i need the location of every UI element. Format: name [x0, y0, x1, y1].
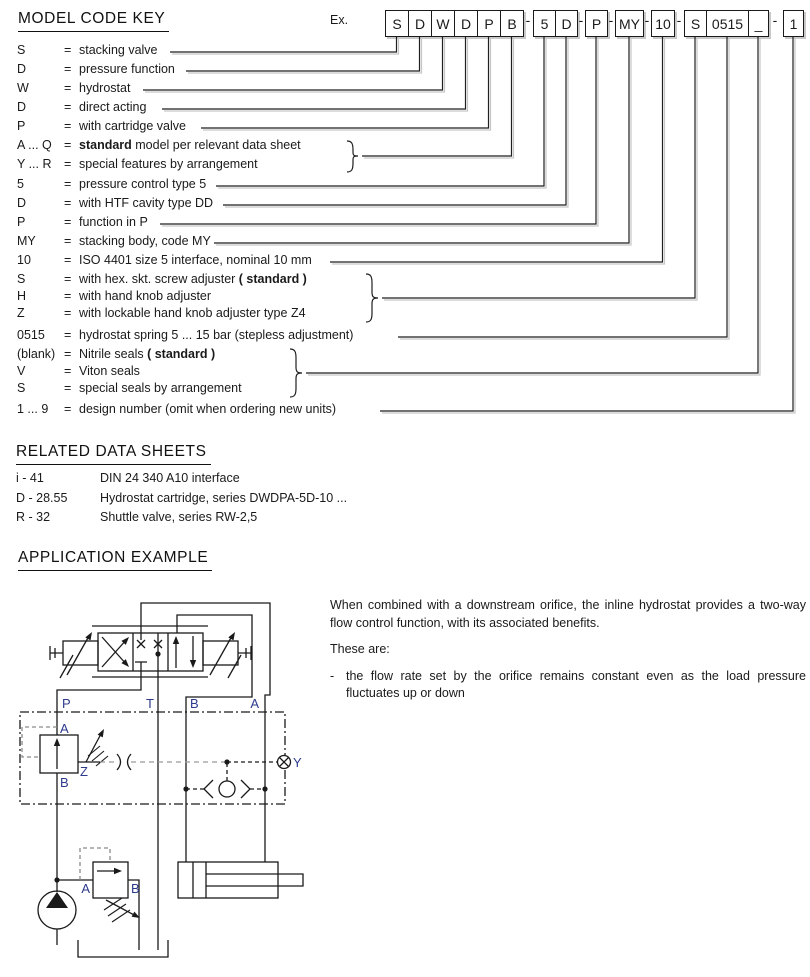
relief-port-a-label: A [81, 881, 90, 896]
equals-sign: = [64, 253, 72, 267]
row-description: standard model per relevant data sheet [79, 138, 301, 152]
adjustable-spring-icon [104, 898, 140, 922]
sheet-description: Shuttle valve, series RW-2,5 [100, 510, 258, 524]
row-code: A ... Q [17, 138, 52, 152]
brace-features [347, 141, 358, 172]
hydrostat-port-b-label: B [60, 775, 69, 790]
row-code: MY [17, 234, 36, 248]
row-description: special seals by arrangement [79, 381, 242, 395]
equals-sign: = [64, 234, 72, 248]
row-code: (blank) [17, 347, 56, 361]
code-box-cell: D [555, 10, 578, 37]
pump-icon [38, 891, 76, 945]
equals-sign: = [64, 196, 72, 210]
orifice-icon [100, 754, 227, 770]
row-code: 10 [17, 253, 31, 267]
code-box-cell: D [454, 10, 478, 37]
row-description: pressure control type 5 [79, 177, 207, 191]
row-code: V [17, 364, 26, 378]
row-description: with lockable hand knob adjuster type Z4 [79, 306, 306, 320]
code-box-cell: B [500, 10, 524, 37]
directional-valve [50, 626, 251, 678]
row-description: special features by arrangement [79, 157, 258, 171]
equals-sign: = [64, 402, 72, 416]
code-box-cell: 10 [651, 10, 675, 37]
code-box-cell: 0515 [706, 10, 749, 37]
bullet-dash: - [330, 668, 335, 683]
relief-valve [54, 848, 140, 950]
adjustable-spring-icon [86, 729, 108, 766]
equals-sign: = [64, 289, 72, 303]
equals-sign: = [64, 81, 72, 95]
row-description: Nitrile seals ( standard ) [79, 347, 216, 361]
solenoid-left-icon [50, 632, 98, 678]
row-code: S [17, 272, 26, 286]
row-code: S [17, 43, 26, 57]
row-description: stacking body, code MY [79, 234, 211, 248]
sheet-code: i - 41 [16, 471, 44, 485]
row-code: 5 [17, 177, 24, 191]
row-code: D [17, 196, 27, 210]
equals-sign: = [64, 100, 72, 114]
row-code: H [17, 289, 27, 303]
row-description: Viton seals [79, 364, 140, 378]
row-code: D [17, 62, 27, 76]
sheet-code: D - 28.55 [16, 491, 68, 505]
hydrostat-port-a-label: A [60, 721, 69, 736]
code-box-cell: D [408, 10, 432, 37]
cylinder [178, 862, 303, 898]
solenoid-right-icon [203, 632, 251, 678]
equals-sign: = [64, 43, 72, 57]
sheet-code: R - 32 [16, 510, 51, 524]
equals-sign: = [64, 62, 72, 76]
row-description: stacking valve [79, 43, 158, 57]
equals-sign: = [64, 364, 72, 378]
application-bullet [330, 668, 806, 703]
row-code: P [17, 215, 26, 229]
application-example-text [330, 597, 806, 703]
port-label-y: Y [293, 755, 302, 770]
code-separator: - [676, 12, 682, 28]
code-box-cell: P [477, 10, 501, 37]
row-code: 1 ... 9 [17, 402, 49, 416]
code-box-cell: W [431, 10, 455, 37]
equals-sign: = [64, 306, 72, 320]
equals-sign: = [64, 119, 72, 133]
row-description: function in P [79, 215, 148, 229]
equals-sign: = [64, 272, 72, 286]
row-description: ISO 4401 size 5 interface, nominal 10 mm [79, 253, 312, 267]
row-description: with cartridge valve [79, 119, 186, 133]
connector-shadows [145, 39, 795, 413]
equals-sign: = [64, 157, 72, 171]
code-separator: - [644, 12, 650, 28]
equals-sign: = [64, 328, 72, 342]
shuttle-valve [183, 759, 278, 798]
code-separator: - [608, 12, 614, 28]
port-label-z: Z [80, 764, 88, 779]
equals-sign: = [64, 177, 72, 191]
related-data-sheets-heading: RELATED DATA SHEETS [16, 443, 211, 465]
tank-icon [78, 940, 168, 957]
port-label-t: T [146, 696, 154, 711]
code-box-cell: MY [615, 10, 644, 37]
equals-sign: = [64, 381, 72, 395]
code-box-cell: 1 [783, 10, 804, 37]
hydraulic-schematic [0, 588, 330, 977]
equals-sign: = [64, 215, 72, 229]
row-description: design number (omit when ordering new units) [79, 402, 337, 416]
row-code: Z [17, 306, 25, 320]
row-description: direct acting [79, 100, 147, 114]
row-description: hydrostat [79, 81, 131, 95]
equals-sign: = [64, 347, 72, 361]
code-separator: - [772, 12, 778, 28]
row-code: P [17, 119, 26, 133]
code-box-cell: S [385, 10, 409, 37]
example-label: Ex. [330, 13, 349, 27]
row-code: 0515 [17, 328, 45, 342]
code-box-cell: P [585, 10, 608, 37]
row-description: hydrostat spring 5 ... 15 bar (stepless adjustment) [79, 328, 354, 342]
model-code-key-heading: MODEL CODE KEY [18, 10, 169, 32]
connector-lines [143, 37, 793, 411]
code-separator: - [578, 12, 584, 28]
sheet-description: DIN 24 340 A10 interface [100, 471, 240, 485]
application-example-heading: APPLICATION EXAMPLE [18, 549, 212, 571]
code-separator: - [525, 12, 531, 28]
row-description: pressure function [79, 62, 175, 76]
sheet-description: Hydrostat cartridge, series DWDPA-5D-10 ... [100, 491, 348, 505]
row-code: W [17, 81, 29, 95]
row-code: D [17, 100, 27, 114]
brace-seals [290, 349, 302, 397]
application-paragraph: When combined with a downstream orifice, the inline hydrostat provides a two-way flow control function, with its associated benefits. [330, 598, 806, 630]
port-label-a: A [250, 696, 259, 711]
relief-port-b-label: B [131, 881, 140, 896]
port-label-p: P [62, 696, 71, 711]
brace-adjuster [366, 274, 378, 322]
row-code: S [17, 381, 26, 395]
bullet-text: the flow rate set by the orifice remains constant even as the load pressure fluctuates up or down [346, 668, 806, 700]
code-box-cell: _ [748, 10, 769, 37]
code-box-cell: 5 [533, 10, 556, 37]
application-paragraph: These are: [330, 642, 390, 656]
plugged-port-y-icon [278, 756, 291, 769]
row-description: with HTF cavity type DD [79, 196, 214, 210]
row-description: with hex. skt. screw adjuster ( standard ) [79, 272, 307, 286]
code-box-cell: S [684, 10, 707, 37]
port-label-b: B [190, 696, 199, 711]
row-description: with hand knob adjuster [79, 289, 212, 303]
equals-sign: = [64, 138, 72, 152]
row-code: Y ... R [17, 157, 52, 171]
